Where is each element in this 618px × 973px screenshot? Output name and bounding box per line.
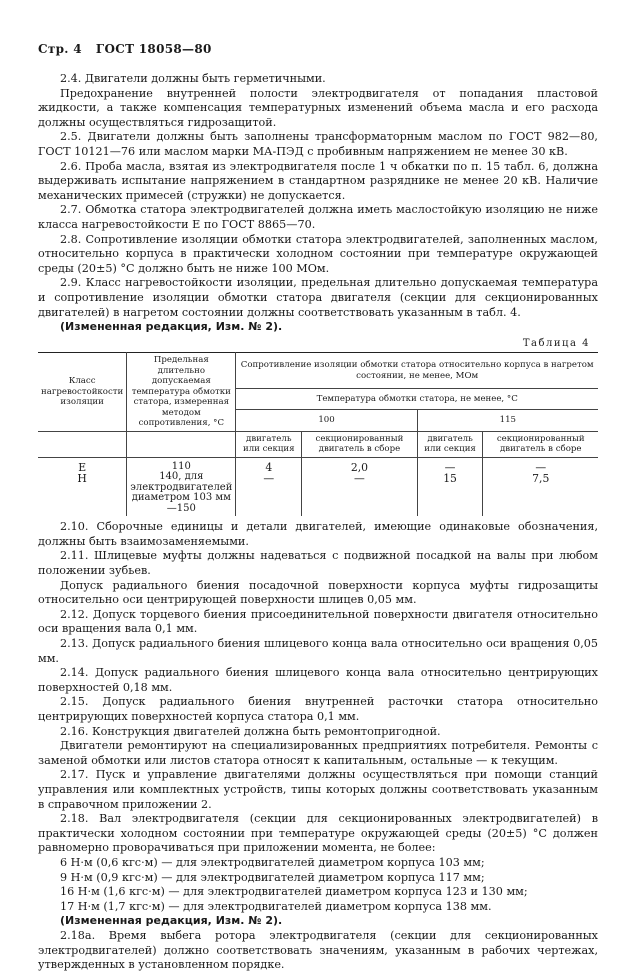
torque-item: 17 Н·м (1,7 кгс·м) — для электродвигателей диаметром корпуса 138 мм. (60, 899, 492, 913)
clause-2-4-text: Предохранение внутренней полости электродвигателя от попадания пластовой жидкости, а также компенсация температурных изменений объема масла и его расхода должны осуществляться гидрозащитой. (38, 86, 598, 129)
clause-2-12: 2.12. Допуск торцевого биения присоединительной поверхности двигателя относительно оси вращения вала 0,1 мм. (38, 607, 598, 636)
clause-2-17: 2.17. Пуск и управление двигателями должны осуществляться при помощи станций управления или комплектных устройств, типы которых должны соответствовать указанным в справочном приложении 2. (38, 768, 598, 811)
clause-2-13: 2.13. Допуск радиального биения шлицевого конца вала относительно оси вращения 0,05 мм. (38, 637, 598, 665)
gost-number: ГОСТ 18058—80 (95, 42, 212, 56)
table-cell: 2,0 (350, 460, 368, 474)
clause-2-8: 2.8. Сопротивление изоляции обмотки статора электродвигателей, заполненных маслом, относительно корпуса в практически холодном состоянии при температуре окружающей среды (20±5) °С должно быть не ниже 100 МОм. (38, 232, 598, 275)
clause-2-11: 2.11. Шлицевые муфты должны надеваться с подвижной посадкой на валы при любом положении зубьев. (38, 549, 598, 578)
col-header-100: 100 (236, 410, 417, 431)
table-cell: — (263, 471, 275, 485)
col-header-winding-temp: Температура обмотки статора, не менее, °С (236, 389, 598, 410)
col-header-class: Класс нагревостойкости изоляции (38, 353, 127, 432)
clause-2-7: 2.7. Обмотка статора электродвигателей должна иметь маслостойкую изоляцию не ниже класса нагревостойкости Е по ГОСТ 8865—70. (38, 203, 598, 231)
clause-2-4: 2.4. Двигатели должны быть герметичными. (60, 72, 326, 85)
clause-2-5: 2.5. Двигатели должны быть заполнены трансформаторным маслом по ГОСТ 982—80, ГОСТ 10121—76 или маслом марки МА-ПЭД с пробивным напряжением не менее 30 кВ. (38, 130, 598, 158)
clause-2-16: 2.16. Конструкция двигателей должна быть ремонтопригодной. (60, 724, 441, 738)
sub-header: двигатель или секция (236, 431, 302, 457)
page-number: Стр. 4 (38, 42, 82, 56)
change-note-1: (Измененная редакция, Изм. № 2). (60, 320, 283, 334)
clause-2-6: 2.6. Проба масла, взятая из электродвигателя после 1 ч обкатки по п. 15 табл. 6, должна выдерживать испытание напряжением в стандартном разряднике не менее 20 кВ. Наличие механических примесей (стружки) не допускается. (38, 159, 598, 202)
clause-2-15: 2.15. Допуск радиального биения внутренней расточки статора относительно центрирующих поверхностей корпуса статора 0,1 мм. (38, 695, 598, 723)
page-header (38, 42, 212, 56)
sub-header: секционированный двигатель в сборе (483, 431, 598, 457)
sub-header: двигатель или секция (417, 431, 483, 457)
table-cell: 7,5 (532, 471, 550, 485)
table-cell: — (354, 471, 365, 485)
table-cell: — (535, 460, 547, 474)
clause-2-14: 2.14. Допуск радиального биения шлицевого конца вала относительно центрирующих поверхностей 0,18 мм. (38, 666, 598, 694)
torque-item: 6 Н·м (0,6 кгс·м) — для электродвигателей диаметром корпуса 103 мм; (60, 855, 485, 869)
sub-header: секционированный двигатель в сборе (302, 431, 418, 457)
table-cell: 15 (443, 471, 457, 485)
clause-2-9: 2.9. Класс нагревостойкости изоляции, предельная длительно допускаемая температура и сопротивление изоляции обмотки статора двигателя (секции для секционированных двигателей) в нагретом состоянии должны соответствовать указанным в табл. 4. (38, 276, 598, 319)
table-caption: Таблица 4 (522, 337, 590, 349)
clause-2-11-text: Допуск радиального биения посадочной поверхности корпуса муфты гидрозащиты относительно оси центрирующей поверхности шлицев 0,05 мм. (38, 578, 598, 607)
table-cell: 140, для электродвигателей диаметром 103 мм—150 (130, 471, 233, 514)
table-cell: Е (78, 460, 87, 474)
table-cell: 4 (265, 460, 273, 474)
table-4 (38, 352, 598, 516)
col-header-115: 115 (417, 410, 598, 431)
clause-2-18a: 2.18а. Время выбега ротора электродвигателя (секции для секционированных электродвигателей) должно соответствовать значениям, указанным в рабочих чертежах, утвержденных в установленном порядке. (38, 928, 598, 972)
torque-item: 9 Н·м (0,9 кгс·м) — для электродвигателей диаметром корпуса 117 мм; (60, 870, 485, 884)
table-cell: 110 (171, 460, 191, 472)
table-cell: Н (77, 471, 87, 485)
torque-item: 16 Н·м (1,6 кгс·м) — для электродвигателей диаметром корпуса 123 и 130 мм; (60, 885, 528, 899)
clause-2-18: 2.18. Вал электродвигателя (секции для секционированных электродвигателей) в практически холодном состоянии при температуре окружающей среды (20±5) °С должен равномерно проворачиваться при приложении момента, не более: (38, 812, 598, 855)
clause-2-16-text: Двигатели ремонтируют на специализированных предприятиях потребителя. Ремонты с заменой обмотки или листов статора относят к капитальным, остальные — к текущим. (38, 739, 598, 767)
change-note-2: (Измененная редакция, Изм. № 2). (60, 914, 283, 928)
col-header-resistance: Сопротивление изоляции обмотки статора относительно корпуса в нагретом состоянии, не менее, МОм (236, 353, 598, 389)
clause-2-10: 2.10. Сборочные единицы и детали двигателей, имеющие одинаковые обозначения, должны быть взаимозаменяемыми. (38, 520, 598, 548)
document-body (38, 72, 598, 973)
col-header-temperature: Предельная длительно допускаемая температура обмотки статора, измеренная методом сопротивления, °С (127, 353, 236, 432)
table-cell: — (444, 460, 456, 474)
table-row (38, 457, 598, 516)
